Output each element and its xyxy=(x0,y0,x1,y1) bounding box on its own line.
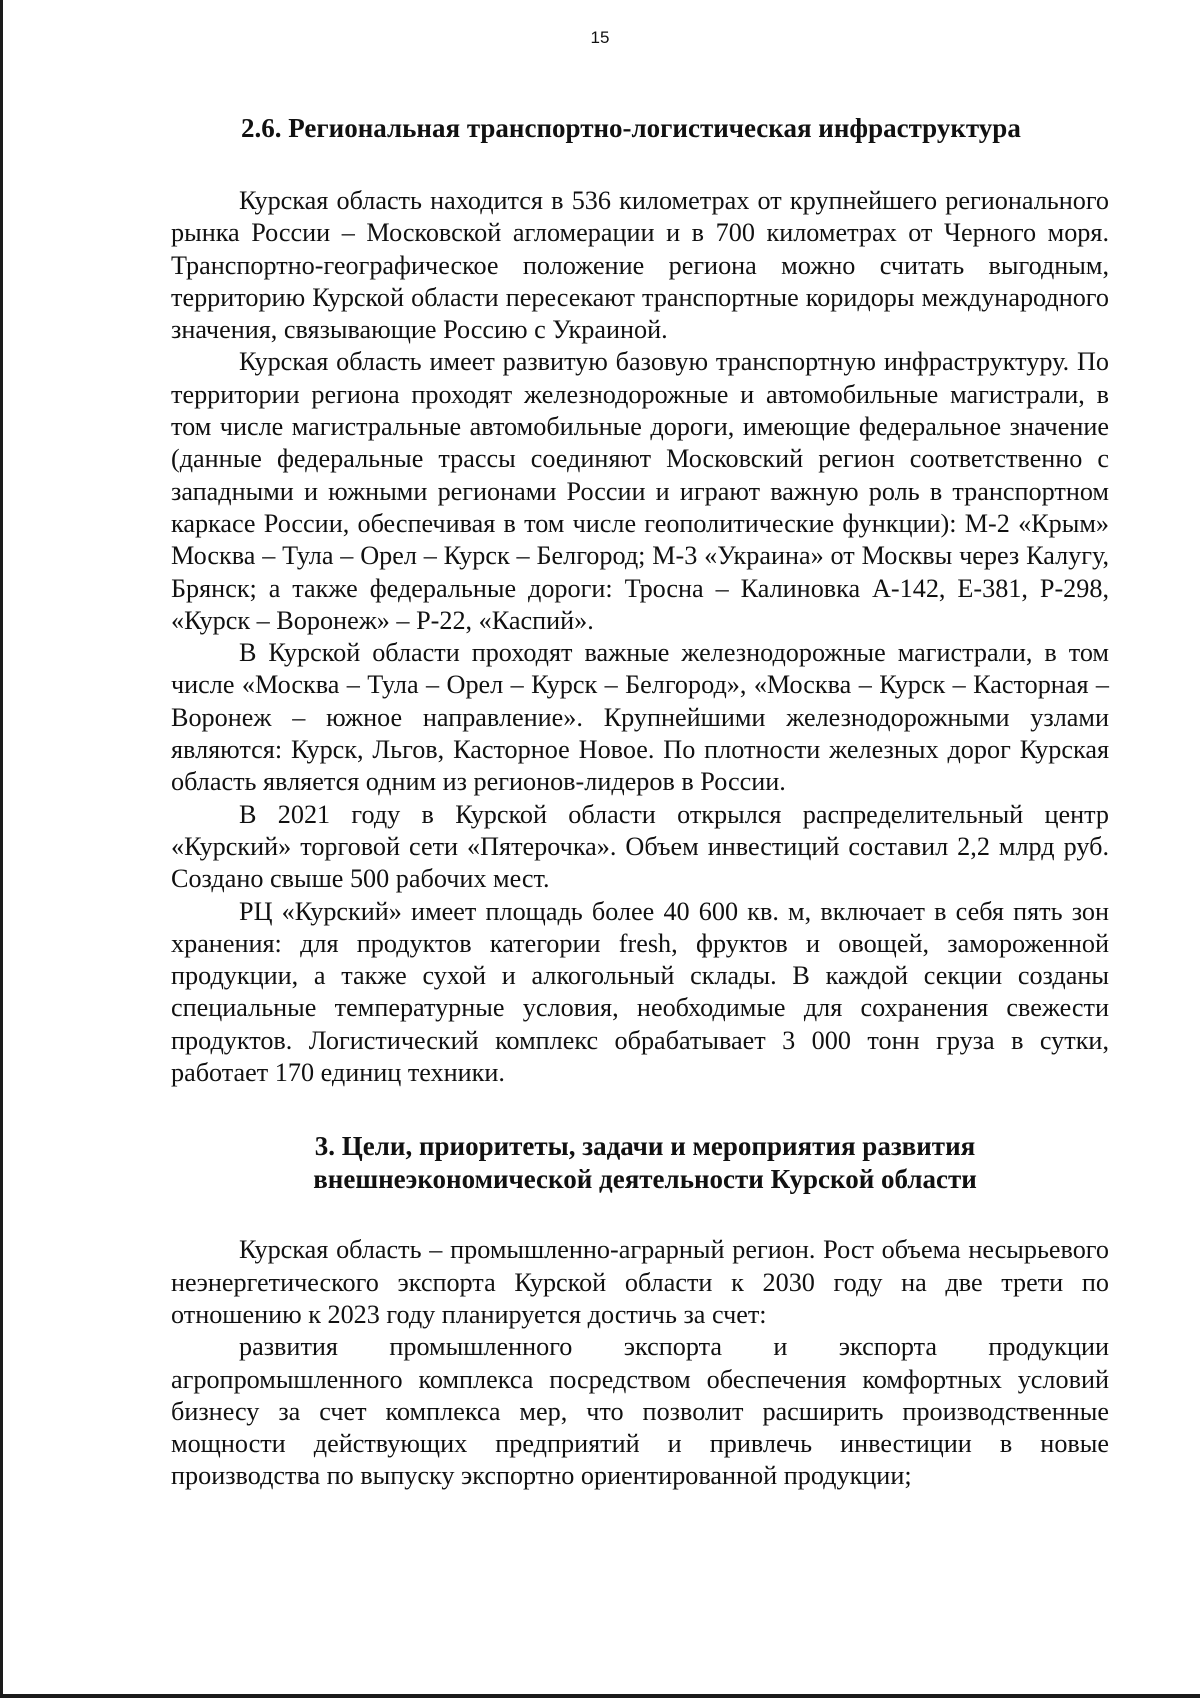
section-3-heading xyxy=(171,1130,1109,1196)
paragraph: Курская область находится в 536 километрах от крупнейшего регионального рынка России – Московской агломерации и в 700 километрах от Черного моря. Транспортно-географическое положение региона можно считать выгодным, территорию Курской области пересекают транспортные коридоры международного значения, связывающие Россию с Украиной. xyxy=(171,186,1109,345)
paragraph: Курская область – промышленно-аграрный регион. Рост объема несырьевого неэнергетического экспорта Курской области к 2030 году на две трети по отношению к 2023 году планируется достичь за счет: xyxy=(171,1235,1109,1329)
scan-left-border xyxy=(0,0,3,1698)
document-body xyxy=(171,112,1109,1493)
paragraph: Курская область имеет развитую базовую транспортную инфраструктуру. По территории региона проходят железнодорожные и автомобильные магистрали, в том числе магистральные автомобильные дороги, имеющие федеральное значение (данные федеральные трассы соединяют Московский регион соответственно с западными и южными регионами России и играют важную роль в транспортном каркасе России, обеспечивая в том числе геополитические функции): М-2 «Крым» Москва – Тула – Орел – Курск – Белгород; М-3 «Украина» от Москвы через Калугу, Брянск; а также федеральные дороги: Тросна – Калиновка А-142, Е-381, Р-298, «Курск – Воронеж» – Р-22, «Каспий». xyxy=(171,347,1109,635)
paragraph: В 2021 году в Курской области открылся распределительный центр «Курский» торговой сети «Пятерочка». Объем инвестиций составил 2,2 млрд руб. Создано свыше 500 рабочих мест. xyxy=(171,799,1109,894)
scan-bottom-border xyxy=(0,1694,1200,1698)
section-3-heading-line-1: 3. Цели, приоритеты, задачи и мероприятия развития xyxy=(314,1131,976,1162)
paragraph: В Курской области проходят важные железнодорожные магистрали, в том числе «Москва – Тула – Орел – Курск – Белгород», «Москва – Курск – Касторная – Воронеж – южное направление». Крупнейшими железнодорожными узлами являются: Курск, Льгов, Касторное Новое. По плотности железных дорог Курская область является одним из регионов-лидеров в России. xyxy=(171,638,1109,797)
page-number: 15 xyxy=(590,28,610,47)
paragraph: развития промышленного экспорта и экспорта продукции агропромышленного комплекса посредством обеспечения комфортных условий бизнесу за счет комплекса мер, что позволит расширить производственные мощности действующих предприятий и привлечь инвестиции в новые производства по выпуску экспортно ориентированной продукции; xyxy=(171,1332,1109,1491)
section-2-6-heading: 2.6. Региональная транспортно-логистическая инфраструктура xyxy=(241,113,1021,143)
paragraph: РЦ «Курский» имеет площадь более 40 600 кв. м, включает в себя пять зон хранения: для продуктов категории fresh, фруктов и овощей, замороженной продукции, а также сухой и алкогольный склады. В каждой секции созданы специальные температурные условия, необходимые для сохранения свежести продуктов. Логистический комплекс обрабатывает 3 000 тонн груза в сутки, работает 170 единиц техники. xyxy=(171,896,1109,1088)
section-3-heading-line-2: внешнеэкономической деятельности Курской области xyxy=(313,1164,977,1195)
